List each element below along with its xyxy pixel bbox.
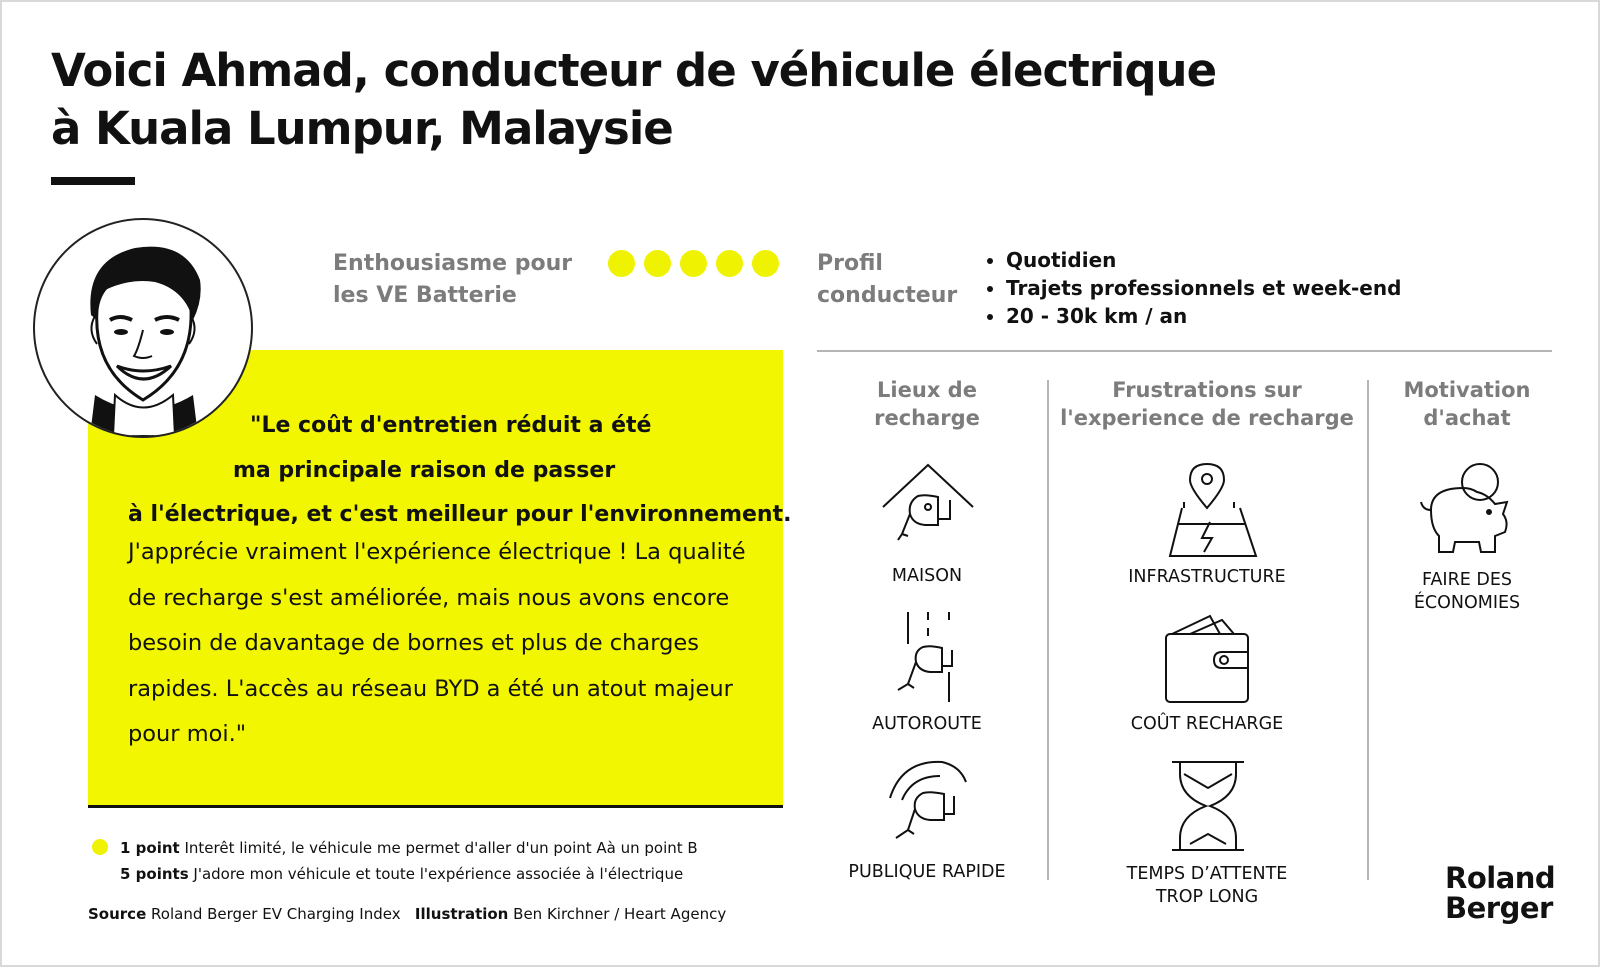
profile-item: • 20 - 30k km / an [1006,302,1401,330]
legend [120,835,698,887]
motivation-heading-line-1: Motivation [1403,378,1531,402]
illustration-text: Ben Kirchner / Heart Agency [513,905,727,923]
piggy-bank-icon [1417,462,1517,554]
rating-dot [680,250,707,277]
quote-bold-line-2: ma principale raison de passer [233,458,616,483]
source-label: Source [88,905,147,923]
profile-item: • Quotidien [1006,246,1401,274]
enthusiasm-label [333,248,572,312]
profile-label-line-2: conducteur [817,283,958,308]
legend-line-1-bold: 1 point [120,839,180,857]
roland-berger-logo [1445,863,1555,923]
enthusiasm-rating [608,250,779,277]
rating-dot [752,250,779,277]
fast-charger-icon [882,758,968,850]
charging-place-label: AUTOROUTE [872,714,982,734]
hourglass-icon [1170,760,1246,852]
logo-line-2: Berger [1445,891,1553,925]
legend-dot [92,839,108,855]
frustration-label-line-2: TROP LONG [1155,887,1259,907]
home-charger-icon [880,462,976,554]
enthusiasm-label-line-2: les VE Batterie [333,283,517,308]
legend-line-2-bold: 5 points [120,865,189,883]
logo-line-1: Roland [1445,861,1556,895]
frustrations-heading-line-2: l'experience de recharge [1060,406,1354,430]
frustrations-heading-line-1: Frustrations sur [1112,378,1302,402]
quote-bold-line-3: à l'électrique, et c'est meilleur pour l'environnement. [128,502,792,527]
frustration-label: COÛT RECHARGE [1130,714,1284,734]
legend-line-2 [120,861,698,887]
motivation-heading [1382,376,1552,432]
frustration-label-line-1: TEMPS D’ATTENTE [1126,864,1288,884]
profile-list [982,246,1401,330]
profile-item: • Trajets professionnels et week-end [1006,274,1401,302]
illustration-label: Illustration [414,905,509,923]
map-pin-icon [1152,462,1262,558]
title-line-2: à Kuala Lumpur, Malaysie [51,102,673,155]
title-line-1: Voici Ahmad, conducteur de véhicule électrique [51,44,1217,97]
source-line [88,901,726,927]
charging-places-heading-line-2: recharge [874,406,980,430]
motivation-label [1382,569,1552,615]
rating-dot [716,250,743,277]
enthusiasm-label-line-1: Enthousiasme pour [333,251,573,276]
rating-dot [644,250,671,277]
highway-charger-icon [886,610,966,704]
charging-places-heading-line-1: Lieux de [877,378,977,402]
profile-label [817,248,957,312]
column-separator [1047,380,1049,880]
column-separator [1367,380,1369,880]
motivation-heading-line-2: d'achat [1423,406,1511,430]
legend-line-1 [120,835,698,861]
motivation-label-line-2: ÉCONOMIES [1413,593,1521,613]
wallet-icon [1162,612,1254,704]
charging-place-label: MAISON [891,566,963,586]
frustrations-heading [1052,376,1362,432]
avatar [33,218,253,438]
charging-place-label: PUBLIQUE RAPIDE [848,862,1006,882]
motivation-label-line-1: FAIRE DES [1421,570,1512,590]
title-underline [51,177,135,185]
quote-bold-line-1: "Le coût d'entretien réduit a été [250,413,652,438]
quote-text: J'apprécie vraiment l'expérience électrique ! La qualité de recharge s'est améliorée, mais nous avons encore besoin de davantage de bornes et plus de charges rapides. L'accès au réseau BYD a été un atout majeur pour moi." [128,539,746,747]
frustration-label [1077,863,1337,909]
source-text: Roland Berger EV Charging Index [151,905,401,923]
section-divider [817,350,1552,352]
page-title [51,42,1216,158]
portrait-illustration [35,220,251,436]
frustration-label: INFRASTRUCTURE [1128,567,1286,587]
profile-label-line-1: Profil [817,251,883,276]
legend-line-2-text: J'adore mon véhicule et toute l'expérience associée à l'électrique [193,865,684,883]
legend-line-1-text: Interêt limité, le véhicule me permet d'aller d'un point Aà un point B [184,839,698,857]
rating-dot [608,250,635,277]
charging-places-heading [837,376,1017,432]
